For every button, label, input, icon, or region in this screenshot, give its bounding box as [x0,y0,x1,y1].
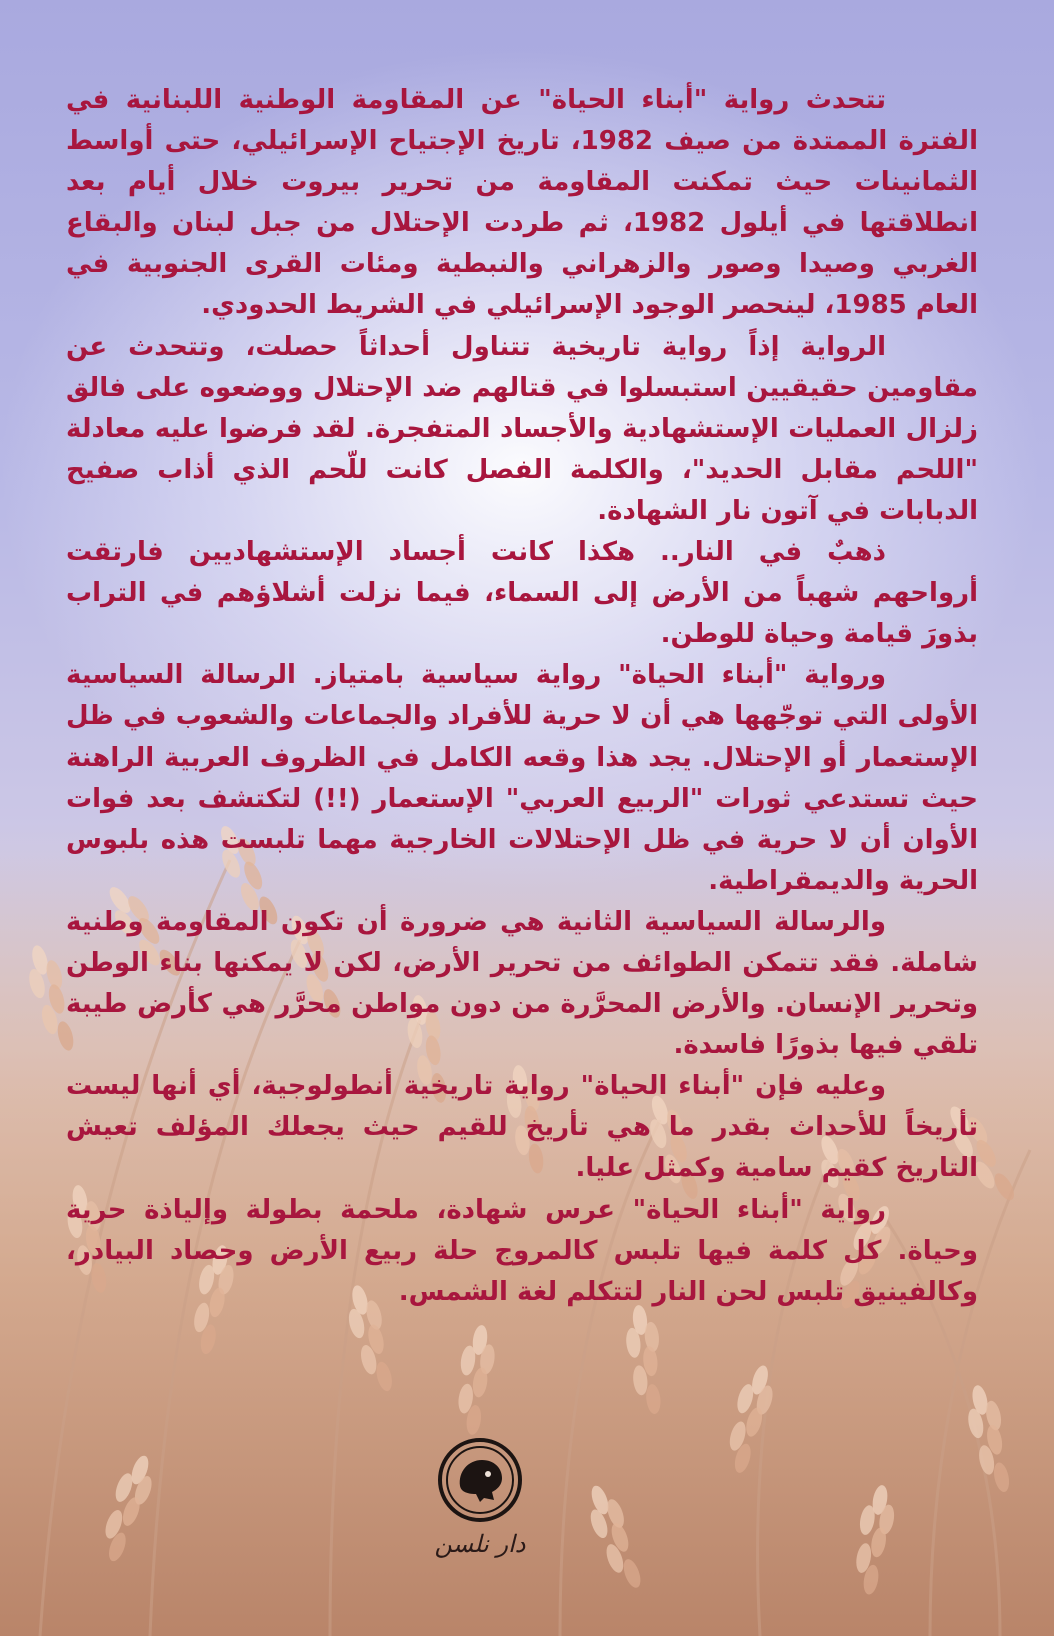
publisher-name: دار نلسن [434,1530,526,1558]
blurb-paragraph: وعليه فإن "أبناء الحياة" رواية تاريخية أنطولوجية، أي أنها ليست تأريخاً للأحداث بقدر ما هي تأريخ للقيم حيث يجعلك المؤلف تعيش التاريخ كقيم سامية وكمثل عليا. [66,1071,978,1184]
blurb-paragraph: ذهبٌ في النار.. هكذا كانت أجساد الإستشهاديين فارتقت أرواحهم شهباً من الأرض إلى السماء، فيما نزلت أشلاؤهم في التراب بذورَ قيامة وحياة للوطن. [66,537,978,650]
blurb-paragraph: رواية "أبناء الحياة" عرس شهادة، ملحمة بطولة وإلياذة حرية وحياة. كل كلمة فيها تلبس كالمروج حلة ربيع الأرض وحصاد البيادر، وكالفينيق تلبس لحن النار لتتكلم لغة الشمس. [66,1194,978,1307]
blurb-paragraph: والرسالة السياسية الثانية هي ضرورة أن تكون المقاومة وطنية شاملة. فقد تتمكن الطوائف من تحرير الأرض، لكن لا يمكنها بناء الوطن وتحرير الإنسان. والأرض المحرَّرة من دون مواطن محرَّر هي كأرض طيبة تلقي فيها بذورًا فاسدة. [66,906,978,1061]
blurb-paragraph: تتحدث رواية "أبناء الحياة" عن المقاومة الوطنية اللبنانية في الفترة الممتدة من صيف 1982، تاريخ الإجتياح الإسرائيلي، حتى أواسط الثمانينات حيث تمكنت المقاومة من تحرير بيروت خلال أيام بعد انطلاقتها في أيلول 1982، ثم طردت الإحتلال من جبل لبنان والبقاع الغربي وصيدا وصور والزهراني والنبطية ومئات القرى الجنوبية في العام 1985، لينحصر الوجود الإسرائيلي في الشريط الحدودي. [66,85,978,321]
blurb-text [66,80,978,1313]
blurb-paragraph: ورواية "أبناء الحياة" رواية سياسية بامتياز. الرسالة السياسية الأولى التي توجّهها هي أن لا حرية للأفراد والجماعات والشعوب في ظل الإستعمار أو الإحتلال. يجد هذا وقعه الكامل في الظروف العربية الراهنة حيث تستدعي ثورات "الربيع العربي" الإستعمار (!!) لتكتشف بعد فوات الأوان أن لا حرية في ظل الإحتلالات الخارجية مهما تلبست هذه بلبوس الحرية والديمقراطية. [66,660,978,896]
blurb-paragraph: الرواية إذاً رواية تاريخية تتناول أحداثاً حصلت، وتتحدث عن مقاومين حقيقيين استبسلوا في قتالهم ضد الإحتلال ووضعوه على فالق زلزال العمليات الإستشهادية والأجساد المتفجرة. لقد فرضوا عليه معادلة "اللحم مقابل الحديد"، والكلمة الفصل كانت للّحم الذي أذاب صفيح الدبابات في آتون نار الشهادة. [66,331,978,526]
publisher-logo-icon [436,1436,524,1524]
